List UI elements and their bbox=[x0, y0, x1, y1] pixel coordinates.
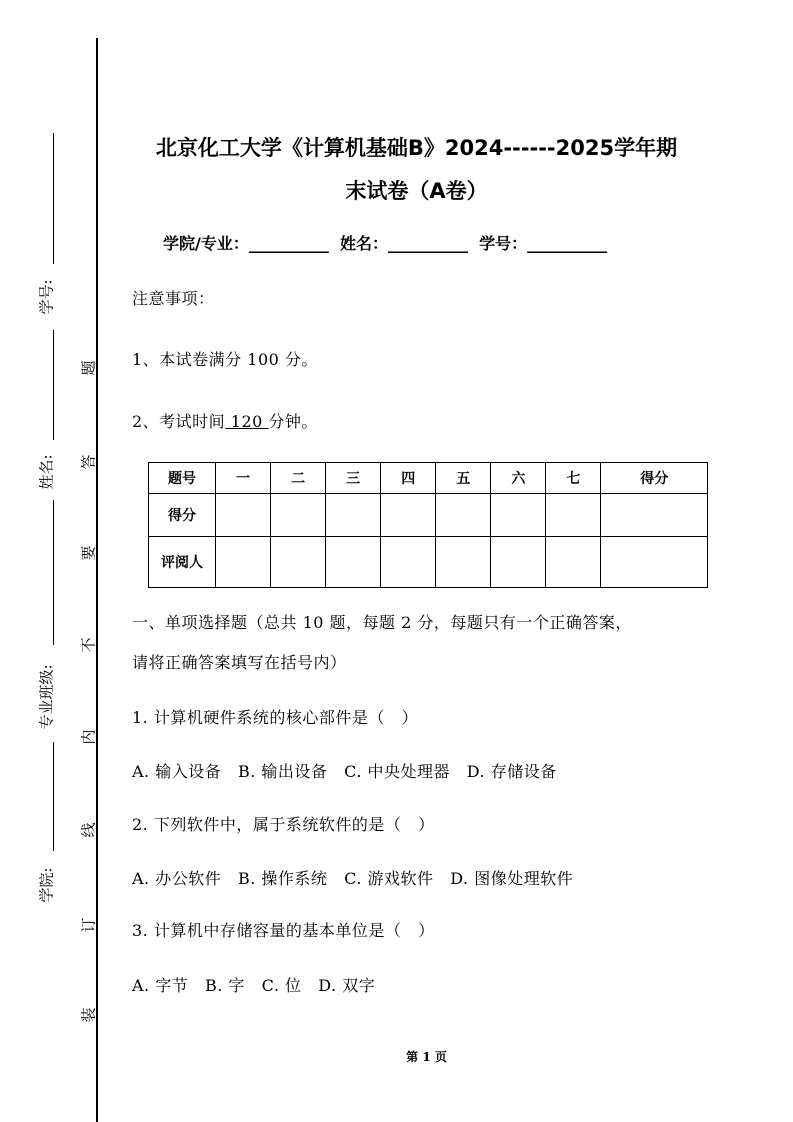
table-header-cell: 题号 bbox=[149, 463, 216, 494]
question-1-options: A. 输入设备 B. 输出设备 C. 中央处理器 D. 存储设备 bbox=[132, 762, 557, 781]
score-cell[interactable] bbox=[216, 494, 271, 537]
question-1: 1. 计算机硬件系统的核心部件是（ ） bbox=[132, 708, 419, 727]
reviewer-cell[interactable] bbox=[436, 537, 491, 588]
score-cell[interactable] bbox=[326, 494, 381, 537]
margin-warning-char: 题 bbox=[79, 360, 98, 376]
table-row bbox=[149, 537, 708, 588]
student-id-label: 学号: bbox=[37, 279, 56, 315]
question-2-options: A. 办公软件 B. 操作系统 C. 游戏软件 D. 图像处理软件 bbox=[132, 869, 574, 888]
college-label: 学院: bbox=[37, 867, 56, 903]
score-cell[interactable] bbox=[271, 494, 326, 537]
note-item-2-prefix: 2、考试时间 bbox=[132, 412, 226, 431]
reviewer-cell[interactable] bbox=[491, 537, 546, 588]
margin-warning-char: 要 bbox=[79, 545, 98, 561]
margin-warning-char: 线 bbox=[79, 822, 98, 838]
student-id-label: 学号： bbox=[479, 234, 528, 253]
note-item-1: 1、本试卷满分 100 分。 bbox=[132, 350, 318, 369]
table-header-row bbox=[149, 463, 708, 494]
name-label: 姓名： bbox=[340, 234, 389, 253]
name-blank[interactable]: __________ bbox=[388, 234, 469, 253]
reviewer-cell[interactable] bbox=[601, 537, 708, 588]
question-3-options: A. 字节 B. 字 C. 位 D. 双字 bbox=[132, 976, 376, 995]
page-number: 第 1 页 bbox=[406, 1050, 447, 1064]
row-label-score: 得分 bbox=[149, 494, 216, 537]
table-row bbox=[149, 494, 708, 537]
table-header-cell: 得分 bbox=[601, 463, 708, 494]
score-cell[interactable] bbox=[381, 494, 436, 537]
name-label: 姓名: bbox=[37, 454, 56, 490]
table-header-cell: 二 bbox=[271, 463, 326, 494]
margin-warning-char: 答 bbox=[79, 454, 98, 470]
margin-warning-char: 内 bbox=[79, 729, 98, 745]
margin-warning-char: 装 bbox=[79, 1007, 98, 1023]
margin-warning-char: 不 bbox=[79, 637, 98, 653]
reviewer-cell[interactable] bbox=[326, 537, 381, 588]
notes-heading: 注意事项： bbox=[132, 289, 215, 308]
table-header-cell: 六 bbox=[491, 463, 546, 494]
reviewer-cell[interactable] bbox=[216, 537, 271, 588]
table-header-cell: 四 bbox=[381, 463, 436, 494]
exam-title-line2: 末试卷（A卷） bbox=[345, 179, 488, 203]
table-header-cell: 七 bbox=[546, 463, 601, 494]
reviewer-cell[interactable] bbox=[271, 537, 326, 588]
college-major-blank[interactable]: __________ bbox=[248, 234, 329, 253]
table-header-cell: 一 bbox=[216, 463, 271, 494]
college-major-label: 学院/专业： bbox=[163, 234, 249, 253]
student-id-blank[interactable]: __________ bbox=[527, 234, 608, 253]
blank-line-class bbox=[53, 500, 54, 645]
score-cell[interactable] bbox=[546, 494, 601, 537]
table-header-cell: 三 bbox=[326, 463, 381, 494]
question-3: 3. 计算机中存储容量的基本单位是（ ） bbox=[132, 921, 435, 940]
table-header-cell: 五 bbox=[436, 463, 491, 494]
note-item-2-suffix: 分钟。 bbox=[268, 412, 318, 431]
exam-duration: 120 bbox=[225, 412, 269, 431]
score-table bbox=[148, 462, 708, 588]
question-2: 2. 下列软件中，属于系统软件的是（ ） bbox=[132, 815, 435, 834]
blank-line-name bbox=[53, 330, 54, 440]
note-item-2 bbox=[132, 409, 318, 432]
score-cell[interactable] bbox=[601, 494, 708, 537]
student-info-row bbox=[163, 231, 607, 254]
margin-warning-char: 订 bbox=[79, 917, 98, 933]
section-heading-cont: 请将正确答案填写在括号内） bbox=[132, 653, 347, 672]
score-cell[interactable] bbox=[436, 494, 491, 537]
score-cell[interactable] bbox=[491, 494, 546, 537]
reviewer-cell[interactable] bbox=[381, 537, 436, 588]
reviewer-cell[interactable] bbox=[546, 537, 601, 588]
section-heading: 一、单项选择题（总共 10 题，每题 2 分，每题只有一个正确答案， bbox=[132, 613, 632, 632]
row-label-reviewer: 评阅人 bbox=[149, 537, 216, 588]
class-label: 专业班级: bbox=[37, 664, 56, 730]
blank-line-college bbox=[53, 742, 54, 851]
exam-title-line1: 北京化工大学《计算机基础B》2024------2025学年期 bbox=[155, 136, 678, 160]
